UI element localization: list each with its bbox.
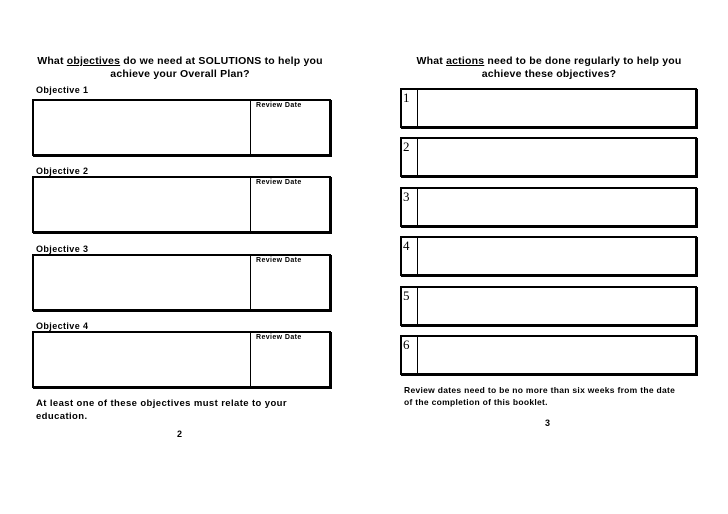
objective-3-divider <box>250 256 251 309</box>
right-page-heading <box>400 55 698 81</box>
objective-3-label: Objective 3 <box>36 244 89 254</box>
left-footer-note: At least one of these objectives must relate to your education. <box>36 398 287 422</box>
objective-2-divider <box>250 178 251 231</box>
action-1-box[interactable] <box>400 88 697 128</box>
objective-1-box[interactable] <box>32 99 331 156</box>
action-4-box[interactable] <box>400 236 697 276</box>
objective-2-box[interactable] <box>32 176 331 233</box>
objective-4-review-date-label: Review Date <box>256 334 302 341</box>
left-heading-line1: What objectives do we need at SOLUTIONS to help you <box>37 55 323 67</box>
objective-2-review-date-label: Review Date <box>256 179 302 186</box>
right-heading-line1: What actions need to be done regularly to help you <box>416 55 682 67</box>
left-page-number: 2 <box>177 429 183 439</box>
objective-3-review-date-label: Review Date <box>256 257 302 264</box>
objective-1-review-date-label: Review Date <box>256 102 302 109</box>
action-2-box[interactable] <box>400 137 697 177</box>
action-3-box[interactable] <box>400 187 697 227</box>
objective-4-box[interactable] <box>32 331 331 388</box>
left-page-heading <box>30 55 330 81</box>
left-heading-keyword: objectives <box>66 55 121 67</box>
action-6-number-cell <box>402 337 418 373</box>
right-heading-keyword: actions <box>446 55 485 67</box>
action-4-number: 4 <box>403 238 410 253</box>
left-heading-line2: achieve your Overall Plan? <box>110 68 250 80</box>
action-1-number: 1 <box>403 90 410 105</box>
objective-4-label: Objective 4 <box>36 321 89 331</box>
objective-3-box[interactable] <box>32 254 331 311</box>
action-3-number-cell <box>402 189 418 225</box>
action-3-number: 3 <box>403 189 410 204</box>
action-6-number: 6 <box>403 337 410 352</box>
objective-4-divider <box>250 333 251 386</box>
objective-1-label: Objective 1 <box>36 85 89 95</box>
right-footer-note: Review dates need to be no more than six weeks from the date of the completion of this booklet. <box>404 385 676 407</box>
objective-1-divider <box>250 101 251 154</box>
action-6-box[interactable] <box>400 335 697 375</box>
right-page-number: 3 <box>545 418 551 428</box>
action-5-number: 5 <box>403 288 410 303</box>
action-4-number-cell <box>402 238 418 274</box>
action-5-box[interactable] <box>400 286 697 326</box>
right-heading-line2: achieve these objectives? <box>481 68 617 80</box>
objective-2-label: Objective 2 <box>36 166 89 176</box>
action-2-number-cell <box>402 139 418 175</box>
action-2-number: 2 <box>403 139 410 154</box>
action-5-number-cell <box>402 288 418 324</box>
action-1-number-cell <box>402 90 418 126</box>
